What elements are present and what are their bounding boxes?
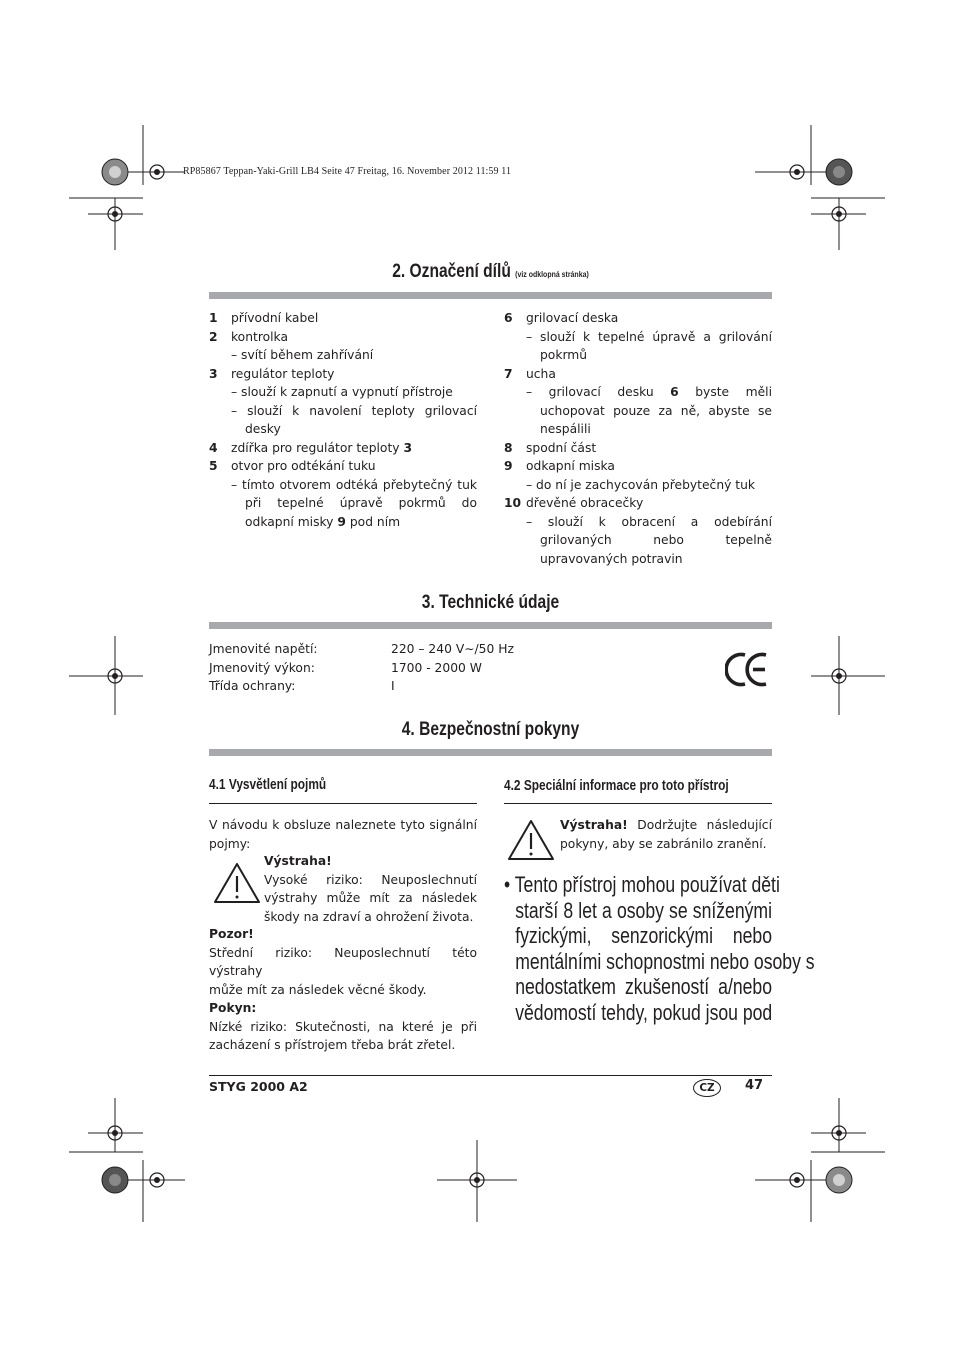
part-name-text: zdířka pro regulátor teploty [231,440,400,455]
tech-value: 1700 - 2000 W [391,660,482,675]
part-description-text: upravovaných potravin [540,551,683,566]
parts-list-item [209,476,477,495]
part-description-text: – slouží k navolení teploty grilovací [231,403,477,418]
intro-line: V návodu k obsluze naleznete tyto signální [209,818,477,832]
tech-data-table [209,640,609,696]
section-4-bar [209,749,772,756]
part-description [209,383,477,402]
parts-list-item [209,383,477,402]
child-safety-paragraph [504,872,815,1026]
caution-line: může mít za následek věcné škody. [209,982,427,997]
device-warning [560,816,772,853]
section-2-title-note: (viz odklopná stránka) [515,269,589,279]
device-warning-title: Výstraha! [560,818,628,832]
parts-list-left [209,309,477,531]
part-name [209,328,477,347]
device-warning-text: Dodržujte následující [637,818,772,832]
part-description-text: pokrmů [540,348,588,362]
part-description [504,383,772,402]
parts-list-item [209,494,477,513]
note-line: Nízké riziko: Skutečnosti, na které je při [209,1019,477,1034]
part-name-text: ucha [526,366,556,381]
section-2-title [260,261,722,283]
parts-list-item [504,476,772,495]
part-name [209,439,477,458]
part-description [504,328,772,347]
parts-list-item [209,402,477,421]
section-3-title: 3. Technické údaje [421,592,560,613]
part-reference: 9 [337,514,346,529]
part-description-text: – do ní je zachycován přebytečný tuk [526,477,756,492]
section-2-title-text: 2. Označení dílů [392,261,511,282]
note-title: Pokyn: [209,1001,257,1015]
part-name-text: kontrolka [231,329,288,344]
part-number: 5 [209,459,218,473]
parts-list-item [504,402,772,421]
parts-list-item [504,550,772,569]
parts-list-item [209,309,477,328]
part-description [209,420,477,439]
paragraph-line: nedostatkem zkušeností a/nebo [515,974,772,1000]
warning-line: Vysoké riziko: Neuposlechnutí [264,872,477,887]
paragraph-line: mentálními schopnostmi nebo osoby s [515,948,815,974]
tech-row [209,659,609,678]
parts-list-item [504,513,772,532]
part-description-text: odkapní misky [245,514,334,529]
caution-line: Střední riziko: Neuposlechnutí této výstrahy [209,945,477,978]
parts-list-item [209,365,477,384]
part-description-text: desky [245,422,281,436]
part-description [504,531,772,550]
footer-model: STYG 2000 A2 [209,1079,308,1094]
part-name [504,439,772,458]
part-number: 7 [504,366,513,381]
parts-list-item [504,494,772,513]
warning-definition [264,852,477,926]
warning-line: výstrahy může mít za následek [264,891,477,905]
warning-triangle-icon [506,818,556,862]
parts-list-right [504,309,772,568]
part-description-text: – slouží k tepelné úpravě a grilování [526,329,772,344]
part-name [209,309,477,328]
device-warning-text: pokyny, aby se zabránilo zranění. [560,836,767,851]
part-description-text: byste měli [695,385,772,399]
section-2-bar [209,292,772,299]
part-reference: 6 [670,385,679,399]
paragraph-line: vědomostí tehdy, pokud jsou pod [515,999,773,1025]
parts-list-item [209,346,477,365]
part-reference: 3 [403,440,413,455]
part-description-text: nespálili [540,422,591,436]
parts-list-item [504,420,772,439]
footer-rule [209,1075,772,1076]
part-description [504,402,772,421]
parts-list-item [504,328,772,347]
part-name-text: otvor pro odtékání tuku [231,459,376,473]
subsection-4-2-title: 4.2 Speciální informace pro toto přístroj [504,778,729,794]
part-name-text: regulátor teploty [231,366,335,381]
part-description-text: – svítí během zahřívání [231,348,374,362]
tech-label: Jmenovitý výkon: [209,660,315,675]
part-number: 8 [504,440,513,455]
part-description-text: pod ním [349,514,401,529]
part-number: 2 [209,329,218,344]
intro-line: pojmy: [209,836,251,851]
paragraph-line: fyzickými, senzorickými nebo [515,923,772,949]
part-number: 10 [504,496,522,510]
part-number: 1 [209,311,218,325]
subsection-4-1-rule [209,803,477,804]
ce-mark-icon [725,652,769,687]
warning-line: škody na zdraví a ohrožení života. [264,909,474,924]
paragraph-line: • Tento přístroj mohou používat děti [504,872,780,897]
part-number: 4 [209,440,218,455]
note-line: zacházení s přístrojem třeba brát zřetel. [209,1038,456,1052]
part-name [504,494,772,513]
part-description-text: – slouží k obracení a odebírání [526,514,772,529]
part-number: 9 [504,459,513,473]
part-description-text: – grilovací desku [526,385,654,399]
parts-list-item [209,513,477,532]
part-description [504,346,772,365]
part-description-text: při tepelné úpravě pokrmů do [245,496,477,510]
subsection-4-2-rule [504,803,772,804]
section-3-bar [209,622,772,629]
part-description [209,494,477,513]
part-description [209,402,477,421]
warning-title: Výstraha! [264,854,332,868]
part-number: 3 [209,366,218,381]
part-name [504,309,772,328]
warning-triangle-icon [212,861,262,905]
part-description [504,513,772,532]
parts-list-item [504,383,772,402]
part-description [504,420,772,439]
tech-value: 220 – 240 V∼/50 Hz [391,642,514,656]
tech-label: Jmenovité napětí: [209,642,318,656]
page-number: 47 [745,1078,764,1093]
section-4-title: 4. Bezpečnostní pokyny [401,719,580,740]
tech-row [209,640,609,659]
parts-list-item [504,531,772,550]
parts-list-item [504,457,772,476]
subsection-4-1-title: 4.1 Vysvětlení pojmů [209,777,327,793]
signal-terms-intro [209,816,477,853]
part-description [504,476,772,495]
part-number: 6 [504,311,513,325]
part-description [504,550,772,569]
tech-label: Třída ochrany: [209,679,296,693]
part-description-text: – slouží k zapnutí a vypnutí přístroje [231,385,453,399]
part-name-text: odkapní miska [526,459,615,473]
part-name [209,365,477,384]
part-name-text: spodní část [526,440,597,455]
part-description-text: – tímto otvorem odtéká přebytečný tuk [231,477,477,492]
parts-list-item [504,365,772,384]
parts-list-item [504,439,772,458]
part-description [209,346,477,365]
part-name [504,365,772,384]
part-name [209,457,477,476]
tech-value: I [391,679,395,693]
country-badge: CZ [693,1079,721,1097]
parts-list-item [504,309,772,328]
caution-definition [209,925,477,1055]
part-name-text: grilovací deska [526,311,619,325]
parts-list-item [209,420,477,439]
part-name-text: přívodní kabel [231,311,319,325]
parts-list-item [209,439,477,458]
part-description-text: grilovaných nebo tepelně [540,533,772,547]
part-description [209,476,477,495]
part-description [209,513,477,532]
part-name [504,457,772,476]
tech-row [209,677,609,696]
part-description-text: uchopovat pouze za ně, abyste se [540,403,772,418]
caution-title: Pozor! [209,927,254,941]
print-header: RP85867 Teppan-Yaki-Grill LB4 Seite 47 Freitag, 16. November 2012 11:59 11 [183,166,512,177]
paragraph-line: starší 8 let a osoby se sníženými [515,897,772,923]
part-name-text: dřevěné obracečky [526,496,644,510]
parts-list-item [209,457,477,476]
parts-list-item [504,346,772,365]
parts-list-item [209,328,477,347]
